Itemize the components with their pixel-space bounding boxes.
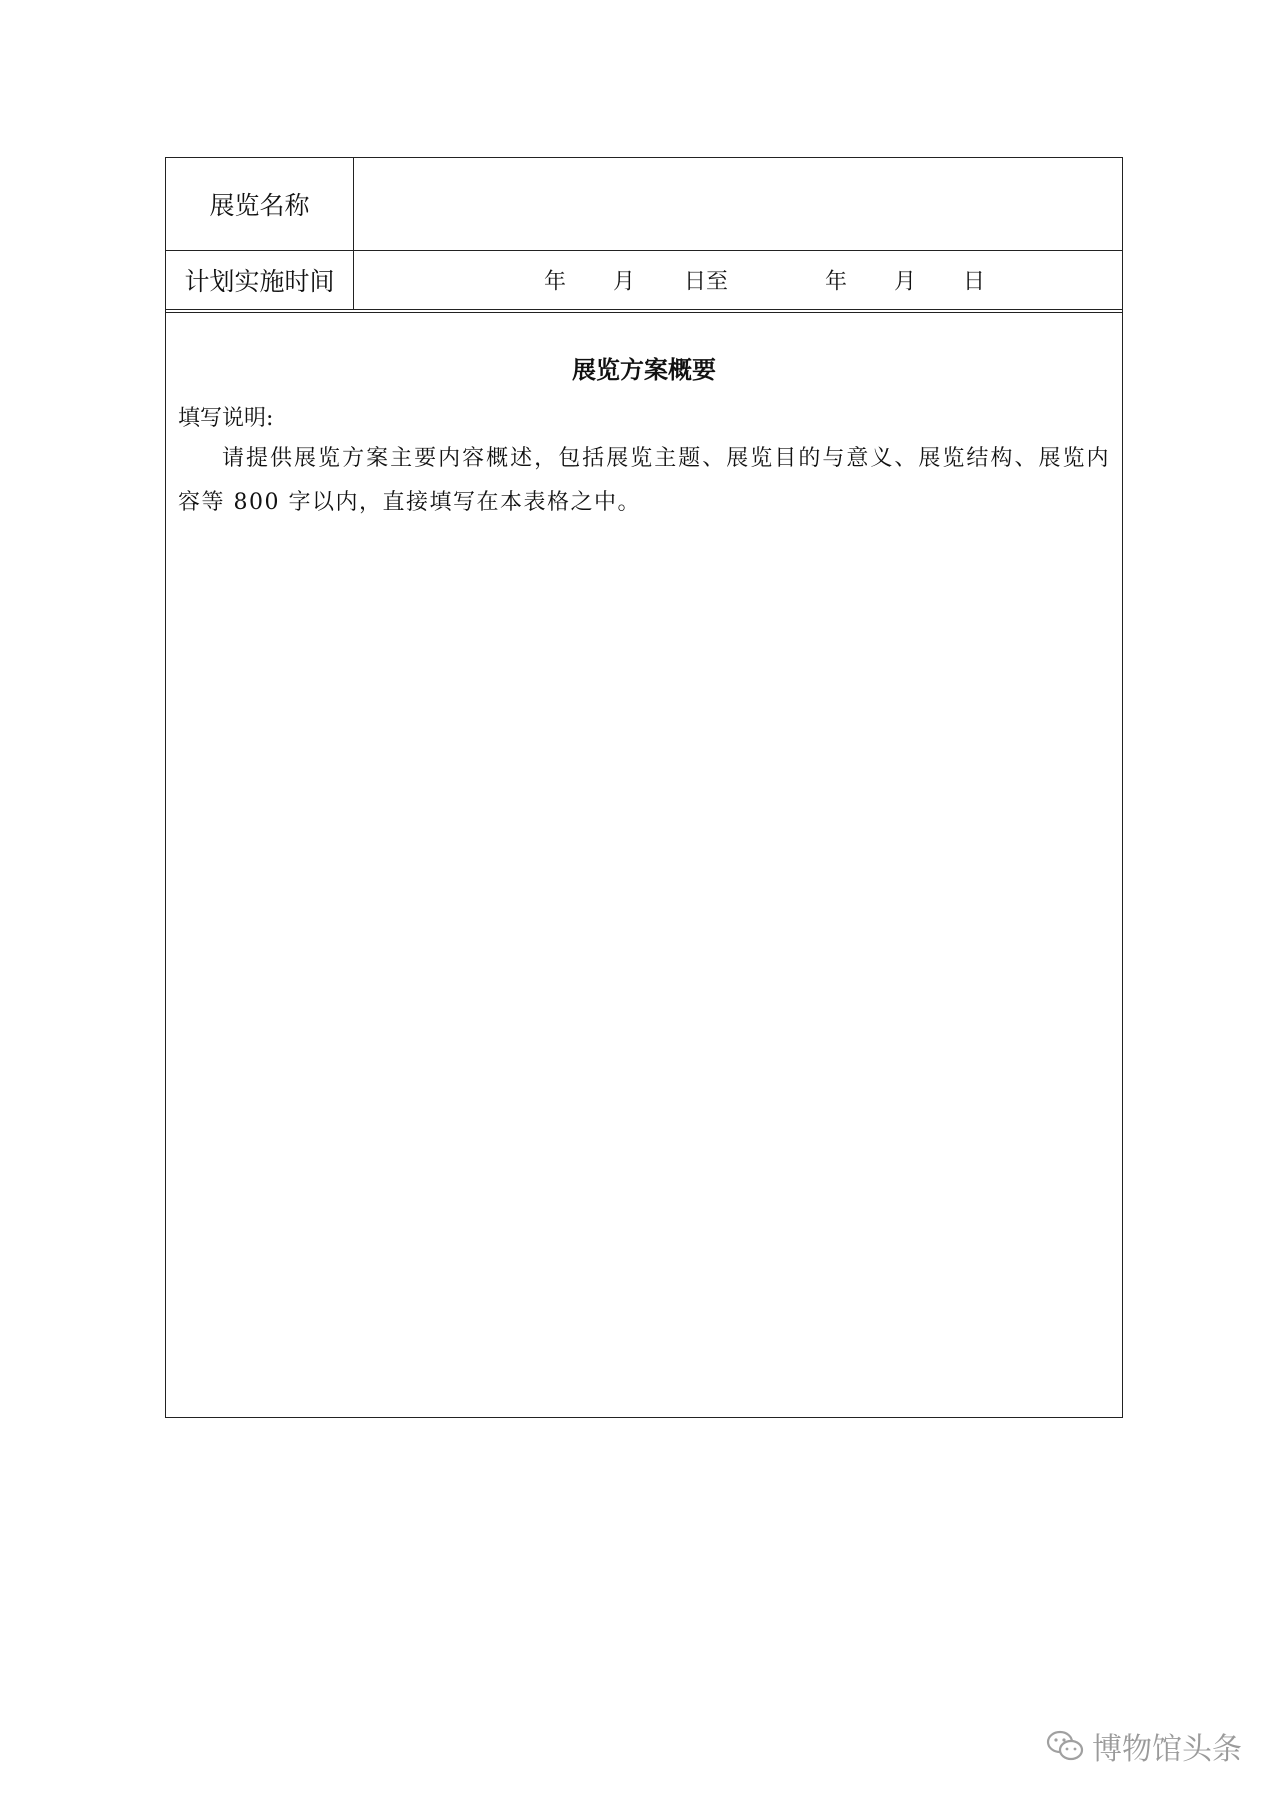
watermark-text: 博物馆头条 <box>1092 1732 1242 1767</box>
start-year-label: 年 <box>544 269 567 295</box>
summary-title: 展览方案概要 <box>572 356 716 384</box>
watermark <box>1046 1724 1242 1768</box>
end-month-label: 月 <box>894 269 917 295</box>
instructions-label: 填写说明: <box>178 406 274 431</box>
end-day-label: 日 <box>963 269 986 295</box>
exhibition-name-field[interactable] <box>354 158 1122 250</box>
row-exhibition-name <box>166 158 1122 251</box>
planned-time-label: 计划实施时间 <box>166 251 354 309</box>
end-year-label: 年 <box>825 269 848 295</box>
instructions-text: 请提供展览方案主要内容概述，包括展览主题、展览目的与意义、展览结构、展览内容等 800 字以内，直接填写在本表格之中。 <box>178 446 1110 515</box>
planned-time-field[interactable] <box>354 251 1122 309</box>
start-day-to-label: 日至 <box>684 269 729 295</box>
row-planned-time <box>166 251 1122 313</box>
summary-section[interactable] <box>166 317 1122 1417</box>
start-month-label: 月 <box>613 269 636 295</box>
exhibition-form <box>165 157 1123 1418</box>
wechat-icon <box>1046 1730 1084 1762</box>
exhibition-name-label: 展览名称 <box>166 158 354 250</box>
